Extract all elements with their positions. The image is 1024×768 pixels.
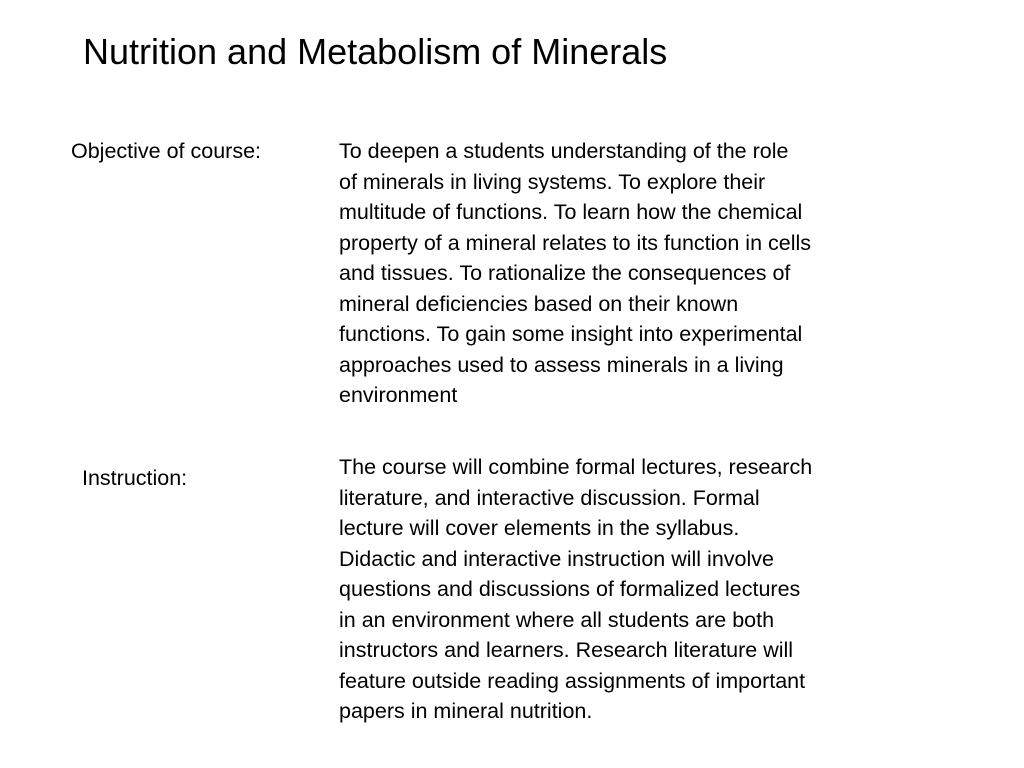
instruction-line: Didactic and interactive instruction will involve [339, 546, 774, 571]
instruction-line: instructors and learners. Research literature will [339, 638, 794, 662]
instruction-line: in an environment where all students are both [339, 607, 775, 632]
instruction-text [339, 452, 812, 727]
objective-line: To deepen a students understanding of the role [339, 139, 789, 163]
instruction-line: literature, and interactive discussion. Formal [339, 485, 760, 510]
objective-line: approaches used to assess minerals in a living [339, 352, 784, 377]
objective-line: of minerals in living systems. To explore their [339, 169, 766, 194]
objective-line: multitude of functions. To learn how the chemical [339, 200, 803, 224]
instruction-line: The course will combine formal lectures, research [339, 455, 813, 479]
instruction-line: feature outside reading assignments of important [339, 668, 806, 693]
slide-title: Nutrition and Metabolism of Minerals [83, 31, 668, 72]
objective-line: mineral deficiencies based on their known [339, 291, 739, 316]
objective-label: Objective of course: [71, 139, 262, 163]
instruction-line: papers in mineral nutrition. [339, 699, 593, 723]
instruction-label: Instruction: [82, 466, 188, 490]
objective-line: functions. To gain some insight into experimental [339, 322, 803, 346]
instruction-line: lecture will cover elements in the syllabus. [339, 516, 740, 540]
objective-line: and tissues. To rationalize the consequences of [339, 261, 791, 285]
objective-line: property of a mineral relates to its function in cells [339, 230, 812, 255]
objective-text [339, 136, 811, 411]
instruction-line: questions and discussions of formalized lectures [339, 577, 801, 601]
objective-line: environment [339, 383, 458, 407]
